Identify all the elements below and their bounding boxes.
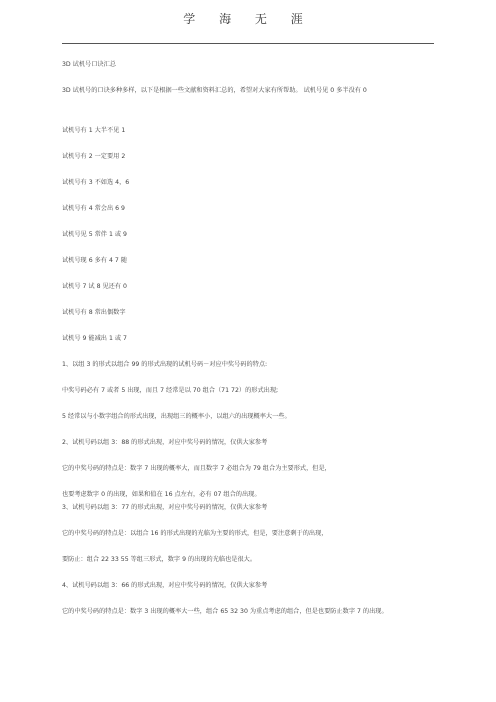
doc-title: 3D 试机号口诀汇总 — [62, 61, 116, 68]
page-header-title: 学 海 无 涯 — [183, 12, 313, 26]
section-heading: 3、试机号码以组 3：77 的形式出现，对应中奖号码的情况，仅供大家参考 — [62, 504, 268, 511]
header-divider — [62, 43, 434, 44]
paragraph-line: 5 经常以与小数字组合的形式出现，出现组三的概率小，以组六的出现概率大一些。 — [62, 413, 291, 420]
rule-line: 试机号有 4 常会出 6 9 — [62, 205, 125, 212]
section-heading: 4、试机号码以组 3：66 的形式出现，对应中奖号码的情况，仅供大家参考 — [62, 582, 268, 589]
rule-line: 试机号 9 能减出 1 或 7 — [62, 335, 127, 342]
rule-line: 试机号有 1 大半不见 1 — [62, 127, 126, 134]
paragraph-line: 它的中奖号码的特点是：以组合 16 的形式出现的光临为主要的形式，但是，要注意剩于的出现， — [62, 530, 328, 537]
paragraph-line: 要防止：组合 22 33 55 等组三形式，数字 9 的出现的光临也是很大。 — [62, 556, 257, 563]
rule-line: 试机号 7 试 8 见还有 0 — [62, 283, 127, 290]
rule-line: 试机号现 6 多有 4 7 随 — [62, 257, 127, 264]
rule-line: 试机号有 8 常出偶数字 — [62, 309, 126, 316]
rule-line: 试机号有 3 不如选 4，6 — [62, 179, 130, 186]
paragraph-line: 它的中奖号码的特点是：数字 3 出现的概率大一些，组合 65 32 30 为重点考虑的组合，但是也要防止数字 7 的出现。 — [62, 608, 388, 615]
section-heading: 1、以组 3 的形式以组合 99 的形式出现的试机号码－对应中奖号码的特点: — [62, 361, 268, 368]
rule-line: 试机号见 5 常伴 1 或 9 — [62, 231, 127, 238]
intro-paragraph: 3D 试机号的口诀多种多样，以下是根据一些文献和资料汇总的，希望对大家有所帮助。 试机号见 0 多半没有 0 — [62, 87, 367, 94]
section-heading: 2、试机号码以组 3：88 的形式出现，对应中奖号码的情况，仅供大家参考 — [62, 439, 268, 446]
paragraph-line: 中奖号码必有 7 或者 5 出现，而且 7 经常是以 70 组合（71 72）的形式出现; — [62, 387, 279, 394]
paragraph-line: 它的中奖号码的特点是：数字 7 出现的概率大，而且数字 7 必组合为 79 组合为主要形式，但是， — [62, 465, 331, 472]
paragraph-line: 也要考虑数字 0 的出现，如果和值在 16 点左右，必有 07 组合的出现。 — [62, 491, 261, 498]
rule-line: 试机号有 2 一定要用 2 — [62, 153, 126, 160]
